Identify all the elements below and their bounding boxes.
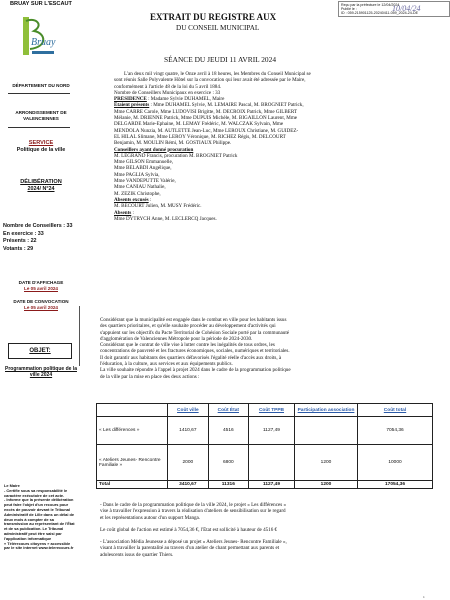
text-line: concentrations de pauvreté et les fractures économiques, sociales, numériques et territoriales.: [100, 348, 290, 355]
note-line: Le Maire: [4, 483, 20, 488]
table-row: [97, 445, 433, 481]
text-line: et les représentations autour d'un support Manga.: [100, 514, 201, 521]
note-line: peut faire l'objet d'un recours pour: [4, 502, 69, 508]
table-cell: 7054,36: [358, 417, 433, 445]
excuses-line: Absents excusés :: [114, 196, 152, 203]
note-line: caractère exécutoire de cet acte.: [4, 492, 65, 498]
convocation-date: Le 05 avril 2024: [24, 305, 58, 310]
town-name: BRUAY SUR L'ESCAUT: [10, 1, 72, 7]
service-label: SERVICE: [28, 140, 54, 146]
note-line: transmission au représentant de l'État: [4, 521, 75, 527]
text-line: Considérant que la municipalité est engagée dans le combat en ville pour les habitants issus: [100, 317, 287, 323]
table-cell: [248, 445, 294, 481]
text-line: M. ZEZIK Christophe,: [114, 190, 161, 197]
text-line: Mme PAGLIA Sylvia,: [114, 171, 160, 178]
text-line: - L'association Média Jeunesse a déposé un projet « Ateliers Jeunes- Rencontre Familiale »,: [100, 539, 287, 546]
table-cell: 4516: [208, 417, 248, 445]
count-line: Nombre de Conseillers : 33: [3, 223, 73, 229]
arrondissement: ARRONDISSEMENT DE VALENCIENNES: [15, 110, 67, 121]
column-header: Coût ville: [168, 404, 209, 417]
handwritten-date: 10/04/24: [392, 4, 421, 13]
presents-label: Étaient présents: [114, 102, 150, 109]
table-cell: 1200: [295, 445, 358, 481]
divider: [8, 127, 70, 128]
text-line: DELGARDE Marie-Éphaine, M. LEMAY Frédéric, M. WALCZAK Sylvain, Mme: [114, 121, 284, 128]
note-line: - Informe que la présente délibération: [4, 497, 74, 503]
convocation-label: DATE DE CONVOCATION: [13, 299, 69, 304]
note-line: Administratif de Lille dans un délai de: [4, 511, 75, 517]
table-cell: Total: [97, 481, 168, 489]
absents-line: Absents :: [114, 209, 134, 216]
table-cell: 1127,49: [248, 417, 294, 445]
text-line: Benjamin, M. MOULIN Rémi, M. GOSTIAUX Philippe.: [114, 140, 232, 147]
table-cell: 10000: [358, 445, 433, 481]
table-cell: 1410,67: [168, 417, 209, 445]
stamp-line: Publié le :: [341, 7, 357, 12]
table-cell: 1200: [295, 481, 358, 489]
project-description: [100, 502, 436, 558]
budget-table: [96, 403, 433, 489]
text-line: Considérant que le contrat de ville vise à lutter contre les inégalités de tous ordres, les: [100, 342, 275, 349]
table-cell: 17054,36: [358, 481, 433, 489]
text-line: Le coût global de l'action est estimé à 7054,36 €, l'État est sollicité à hauteur de 4516 €: [100, 526, 278, 533]
text-line: Mme VANDEPUTTE Valérie,: [114, 178, 176, 185]
text-line: Mme GILSON Emmanuelle,: [114, 159, 173, 166]
seance-date: SÉANCE DU JEUDI 11 AVRIL 2024: [164, 55, 277, 64]
text-line: L'an deux mil vingt quatre, le Onze avril à 18 heures, les Membres du Conseil Municipal se: [124, 71, 311, 77]
column-header: Participation association: [295, 404, 358, 417]
town-logo: [18, 15, 58, 60]
stamp-line: Reçu par la préfecture le 12/04/2024: [341, 3, 400, 7]
table-cell: 11316: [208, 481, 248, 489]
note-line: administratif peut être saisi par: [4, 530, 62, 536]
left-margin-column: [0, 0, 78, 600]
text-line: sont réunis Salle Polyvalente Hôtel sur la convocation qui leur avait été adressée par le Maire,: [114, 77, 306, 84]
text-line: MENDOLA Nunzia, M. AUTLETTE Jean-Luc, Mme LEROUX Christiane, M. GUIDEZ-: [114, 127, 299, 134]
council-counts: [3, 223, 78, 253]
column-header: Coût total: [358, 404, 433, 417]
text-line: M. LEGRAND Francis, procuration M. BROGNIET Patrick: [114, 152, 238, 159]
text-line: Mélanie, M. DRIENNE Patrick, Mme DUPUIS Michèle, M. BIGAILLON Laurent, Mme: [114, 115, 298, 122]
objet-box: OBJET:: [8, 343, 72, 359]
note-line: et de sa publication. Le Tribunal: [4, 526, 64, 532]
table-header-row: [97, 404, 433, 417]
text-line: conformément à l'article 48 de la loi du 5 avril 1884.: [114, 83, 222, 90]
text-line: Il doit garantir aux habitants des quartiers défavorisés l'égalité réelle d'accès aux droits, à: [100, 354, 282, 361]
stamp-line: ID : 059-215901125-20240411-059_2024-24-DE: [341, 11, 418, 16]
table-cell: 2000: [168, 445, 209, 481]
column-header: Coût État: [208, 404, 248, 417]
objet-value: Programmation politique de la ville 2024: [5, 366, 77, 379]
page-number: 1: [423, 595, 425, 599]
note-line: excès de pouvoir devant le Tribunal: [4, 506, 70, 512]
absents-label: Absents: [114, 209, 132, 216]
text-line: Mme CARRE Carole, Mme LUDOVISI Brigitte, M. DECROIX Patrick, Mme GILBERT: [114, 108, 298, 115]
legal-notes: [4, 484, 78, 551]
considerant-paragraph: [100, 317, 436, 380]
presents-text: : Mme DUHAMEL Sylvie, M. LEMAIRE Pascal, M. BROGNIET Patrick,: [149, 102, 304, 109]
text-line: Mme DYTRYCH Anne, M. LECLERCQ Jacques.: [114, 215, 217, 222]
table-row: [97, 417, 433, 445]
document-title: EXTRAIT DU REGISTRE AUX: [150, 12, 277, 22]
document-subtitle: DU CONSEIL MUNICIPAL: [176, 24, 260, 32]
note-line: deux mois à compter de sa: [4, 516, 54, 522]
presidence-label: PRÉSIDENCE: [114, 96, 147, 103]
table-total-row: [97, 481, 433, 489]
text-line: l'éducation, à la culture, aux services et aux équipements publics.: [100, 361, 233, 368]
text-line: - Dans le cadre de la programmation politique de la ville 2024, le projet « Les différences »: [100, 502, 287, 508]
text-line: vise à travailler l'expression à travers la réalisation d'ateliers de sensibilisation sur le regard: [100, 508, 286, 515]
text-line: adolescents issus de quartier Thiers.: [100, 551, 174, 558]
table-cell: 3410,67: [168, 481, 209, 489]
text-line: Nombre de Conseillers Municipaux en exercice : 33: [114, 89, 221, 96]
logo-text: Bruay: [31, 37, 56, 48]
count-line: Votants : 29: [3, 245, 34, 252]
note-line: - Certifie sous sa responsabilité le: [4, 487, 68, 493]
text-line: d'agglomération de Valenciennes Métropole pour la période de 2024-2030.: [100, 335, 253, 342]
departement: DÉPARTEMENT DU NORD: [12, 83, 70, 88]
text-line: de la ville par la mise en place des deux actions :: [100, 373, 200, 380]
deliberation-label: DÉLIBÉRATION: [20, 179, 62, 185]
text-line: visant à travailler la parentalité au travers d'un atelier de chant permettant aux parents et: [100, 545, 280, 552]
preamble: [114, 71, 440, 222]
column-header: Coût TPPB: [248, 404, 294, 417]
text-line: M. BECOURT Julien, M. MUSY Frédéric.: [114, 203, 202, 210]
presidence-text: : Madame Sylvie DUHAMEL, Maire: [146, 96, 225, 103]
table-cell: « Les différences »: [97, 417, 168, 445]
service-value: Politique de la ville: [16, 147, 66, 153]
count-line: Présents : 22: [3, 238, 37, 245]
table-cell: 6800: [208, 445, 248, 481]
table-cell: [295, 417, 358, 445]
text-line: La ville souhaite répondre à l'appel à projet 2024 dans le cadre de la programmation politique: [100, 367, 291, 374]
note-line: « Télérecours citoyens » accessible: [4, 540, 71, 546]
note-line: par le site internet www.telerecours.fr: [4, 545, 74, 551]
text-line: s'appuient sur les objectifs du Pacte Territorial de Cohésion Sociale porté par la communauté: [100, 329, 290, 336]
affichage-label: DATE D'AFFICHAGE: [18, 280, 64, 285]
excuses-label: Absents excusés: [114, 196, 149, 203]
margin-divider: [79, 306, 80, 366]
count-line: En exercice : 33: [3, 230, 44, 237]
affichage-date: Le 05 avril 2024: [24, 286, 58, 291]
deliberation-value: 2024/ N°24: [27, 186, 55, 192]
divider: [8, 93, 70, 94]
table-cell: 1127,49: [248, 481, 294, 489]
text-line: des quartiers prioritaires, et qu'elle souhaite procéder au développement d'activités qui: [100, 323, 276, 330]
note-line: l'application informatique: [4, 535, 52, 541]
text-line: EL HILAL Slimane, Mme LEROY Véronique, M. RICHEZ Régis, M. DELCOURT: [114, 133, 286, 140]
procurations-label: Conseillers ayant donné procuration: [114, 146, 194, 153]
column-header: [97, 404, 168, 417]
text-line: Mme BELABDI Angélique,: [114, 165, 172, 172]
table-cell: « Ateliers Jeunes- Rencontre Familiale »: [97, 445, 168, 481]
text-line: Mme CANIAU Nathalie,: [114, 184, 166, 191]
